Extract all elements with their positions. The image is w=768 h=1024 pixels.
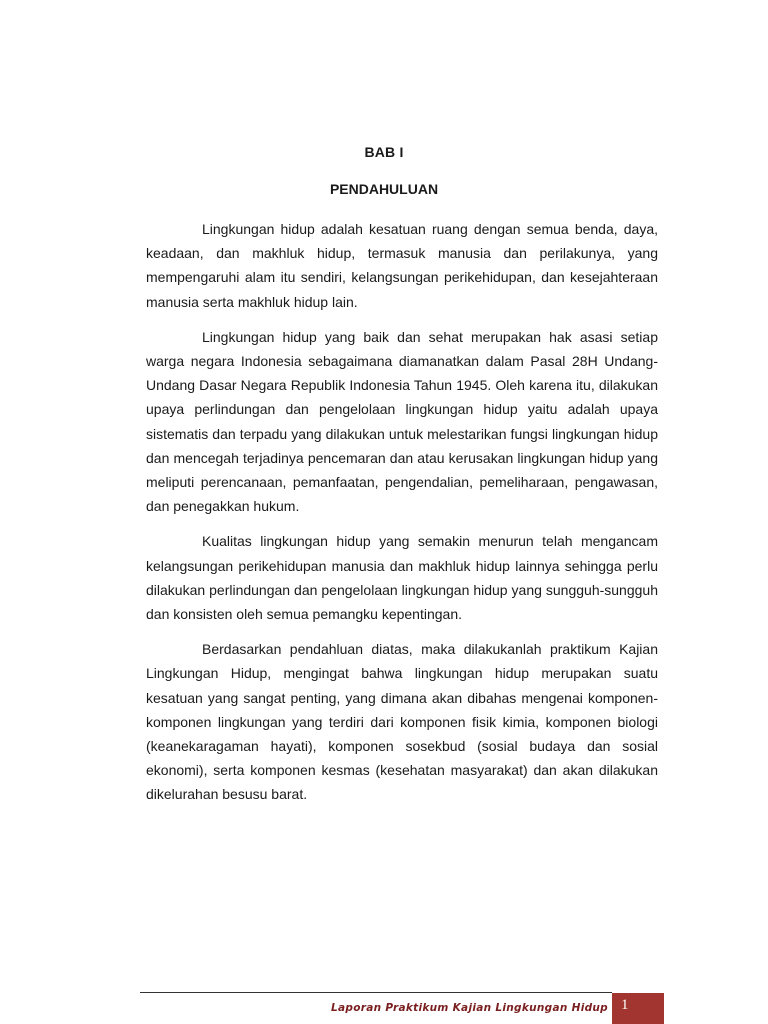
body-text — [146, 217, 658, 818]
page-number: 1 — [621, 997, 629, 1013]
footer-running-title: Laporan Praktikum Kajian Lingkungan Hidup — [331, 1002, 608, 1014]
page-number-box — [612, 993, 664, 1024]
footer-rule — [140, 992, 612, 993]
chapter-title: PENDAHULUAN — [329, 181, 439, 197]
paragraph-1: Lingkungan hidup adalah kesatuan ruang dengan semua benda, daya, keadaan, dan makhluk hidup, termasuk manusia dan perilakunya, yang mempengaruhi alam itu sendiri, kelangsungan perikehidupan, dan kesejahteraan manusia serta makhluk hidup lain. — [146, 221, 658, 310]
paragraph-2: Lingkungan hidup yang baik dan sehat merupakan hak asasi setiap warga negara Indonesia sebagaimana diamanatkan dalam Pasal 28H Undang-Undang Dasar Negara Republik Indonesia Tahun 1945. Oleh karena itu, dilakukan upaya perlindungan dan pengelolaan lingkungan hidup yaitu adalah upaya sistematis dan terpadu yang dilakukan untuk melestarikan fungsi lingkungan hidup dan mencegah terjadinya pencemaran dan atau kerusakan lingkungan hidup yang meliputi perencanaan, pemanfaatan, pengendalian, pemeliharaan, pengawasan, dan penegakkan hukum. — [146, 328, 658, 515]
paragraph-3: Kualitas lingkungan hidup yang semakin menurun telah mengancam kelangsungan perikehidupan manusia dan makhluk hidup lainnya sehingga perlu dilakukan perlindungan dan pengelolaan lingkungan hidup yang sungguh-sungguh dan konsisten oleh semua pemangku kepentingan. — [146, 533, 658, 623]
paragraph-4: Berdasarkan pendahluan diatas, maka dilakukanlah praktikum Kajian Lingkungan Hidup, mengingat bahwa lingkungan hidup merupakan suatu kesatuan yang sangat penting, yang dimana akan dibahas mengenai komponen-komponen lingkungan yang terdiri dari komponen fisik kimia, komponen biologi (keanekaragaman hayati), komponen sosekbud (sosial budaya dan sosial ekonomi), serta komponen kesmas (kesehatan masyarakat) dan akan dilakukan dikelurahan besusu barat. — [146, 641, 658, 803]
chapter-label: BAB I — [364, 144, 404, 160]
